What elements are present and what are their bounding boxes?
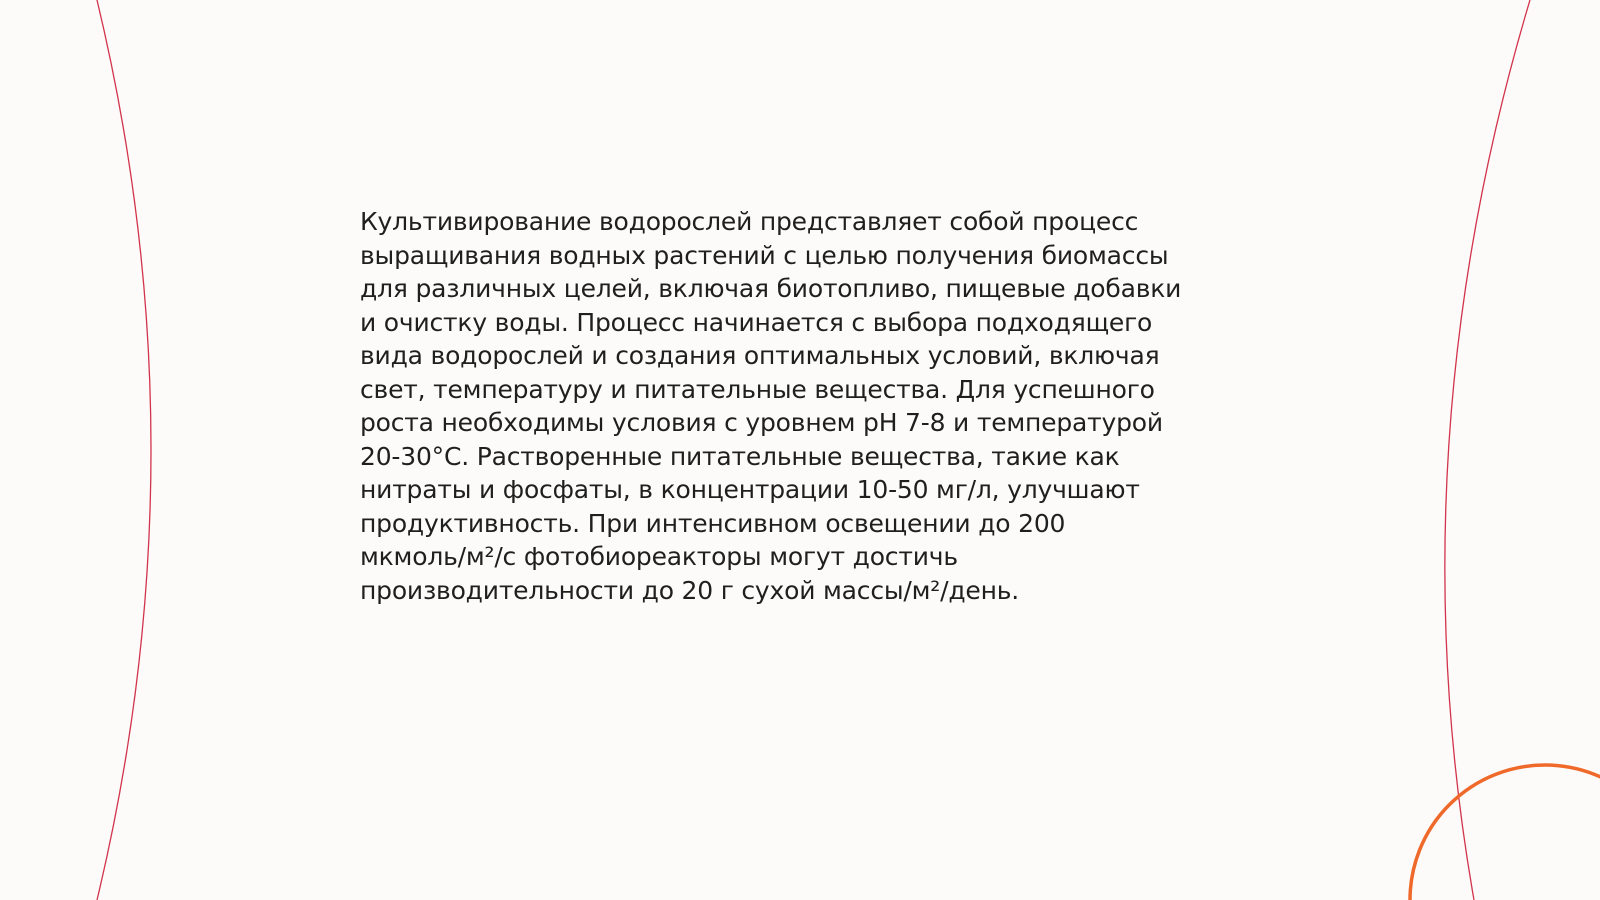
- paragraph-line: роста необходимы условия с уровнем pH 7-8 и температурой: [360, 408, 1163, 437]
- paragraph-line: свет, температуру и питательные вещества. Для успешного: [360, 374, 1155, 404]
- paragraph-line: для различных целей, включая биотопливо, пищевые добавки: [360, 274, 1182, 303]
- paragraph-line: нитраты и фосфаты, в концентрации 10-50 мг/л, улучшают: [360, 475, 1140, 504]
- paragraph-line: мкмоль/м²/с фотобиореакторы могут достичь: [360, 542, 958, 571]
- main-paragraph: [360, 205, 1240, 607]
- paragraph-line: 20-30°C. Растворенные питательные вещества, такие как: [360, 441, 1120, 471]
- paragraph-line: и очистку воды. Процесс начинается с выбора подходящего: [360, 307, 1153, 337]
- right-curve-line: [1445, 0, 1530, 900]
- paragraph-line: производительности до 20 г сухой массы/м²/день.: [360, 575, 1020, 605]
- orange-circle-outline: [1410, 765, 1600, 900]
- left-curve-line: [97, 0, 151, 900]
- paragraph-line: выращивания водных растений с целью получения биомассы: [360, 240, 1169, 270]
- paragraph-line: продуктивность. При интенсивном освещении до 200: [360, 508, 1066, 538]
- paragraph-line: вида водорослей и создания оптимальных условий, включая: [360, 341, 1160, 370]
- paragraph-line: Культивирование водорослей представляет собой процесс: [360, 207, 1139, 236]
